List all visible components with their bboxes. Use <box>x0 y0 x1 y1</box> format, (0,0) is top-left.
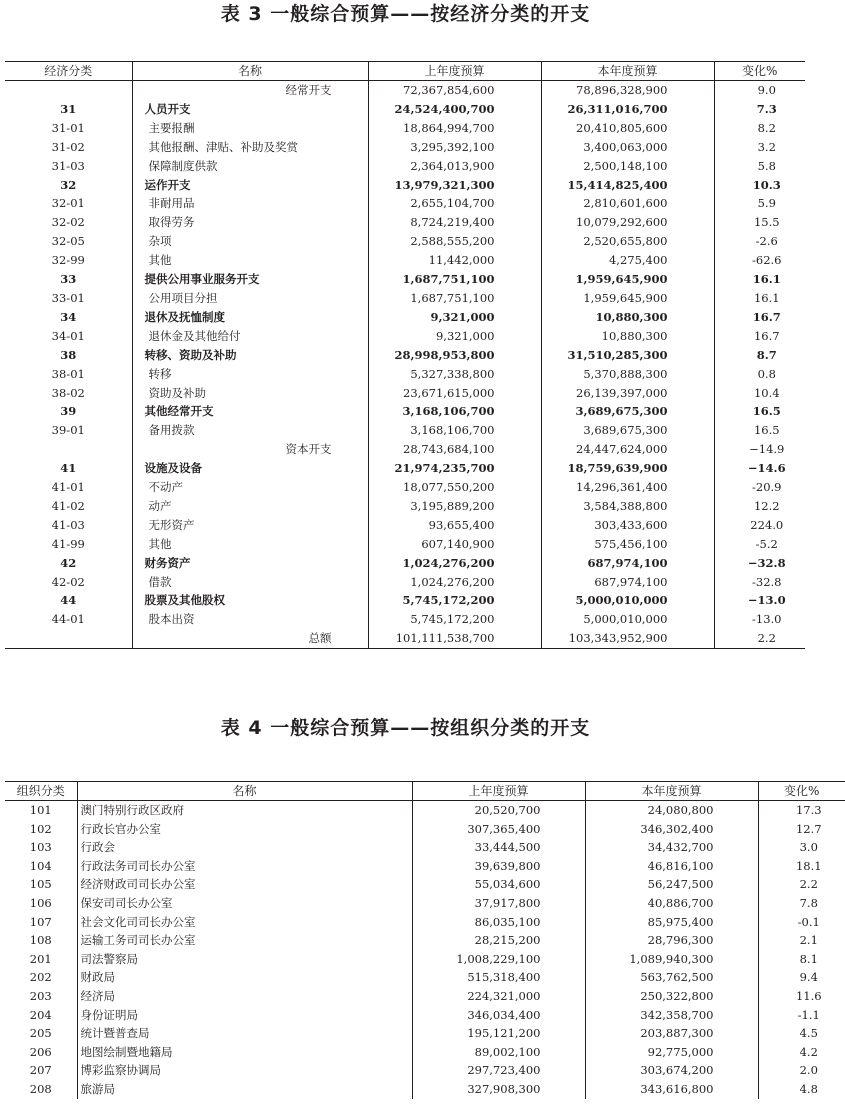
cell-curr-budget: 203,887,300 <box>585 1024 758 1043</box>
cell-name: 资本开支 <box>132 440 368 459</box>
cell-name: 其他 <box>132 251 368 270</box>
table-row <box>5 1080 845 1099</box>
cell-change: 2.1 <box>799 933 818 948</box>
cell-prev-budget: 1,024,276,200 <box>368 573 541 592</box>
cell-name: 保安司司长办公室 <box>77 894 412 913</box>
cell-curr-budget: 687,974,100 <box>541 573 714 592</box>
cell-code: 41-03 <box>5 516 132 535</box>
cell-change: 7.3 <box>756 101 777 116</box>
cell-code: 41-99 <box>5 535 132 554</box>
cell-curr-budget: 1,959,645,900 <box>541 270 714 289</box>
cell-name: 行政长官办公室 <box>77 820 412 839</box>
table-row <box>5 931 845 950</box>
cell-change: 16.5 <box>753 423 780 438</box>
cell-prev-budget: 224,321,000 <box>412 987 585 1006</box>
cell-curr-budget: 78,896,328,900 <box>541 81 714 100</box>
cell-curr-budget: 92,775,000 <box>585 1043 758 1062</box>
cell-prev-budget: 13,979,321,300 <box>368 176 541 195</box>
cell-prev-budget: 72,367,854,600 <box>368 81 541 100</box>
table-row <box>5 176 805 195</box>
cell-change: -2.6 <box>755 234 778 249</box>
cell-change: 5.8 <box>757 158 776 173</box>
cell-prev-budget: 307,365,400 <box>412 820 585 839</box>
cell-prev-budget: 55,034,600 <box>412 875 585 894</box>
table-row <box>5 138 805 157</box>
cell-change: 4.8 <box>799 1081 818 1096</box>
cell-curr-budget: 20,410,805,600 <box>541 119 714 138</box>
table-row <box>5 801 845 820</box>
cell-prev-budget: 39,639,800 <box>412 857 585 876</box>
table-row <box>5 308 805 327</box>
cell-curr-budget: 563,762,500 <box>585 968 758 987</box>
cell-code: 107 <box>5 913 77 932</box>
cell-change: 15.5 <box>753 215 780 230</box>
cell-code: 105 <box>5 875 77 894</box>
cell-curr-budget: 3,584,388,800 <box>541 497 714 516</box>
cell-curr-budget: 687,974,100 <box>541 554 714 573</box>
cell-name: 地图绘制暨地籍局 <box>77 1043 412 1062</box>
cell-curr-budget: 5,370,888,300 <box>541 365 714 384</box>
cell-prev-budget: 346,034,400 <box>412 1006 585 1025</box>
cell-code: 42 <box>5 554 132 573</box>
cell-code: 42-02 <box>5 573 132 592</box>
cell-change: 16.7 <box>752 309 781 324</box>
cell-change: 224.0 <box>750 517 784 532</box>
cell-name: 公用项目分担 <box>132 289 368 308</box>
cell-curr-budget: 1,089,940,300 <box>585 950 758 969</box>
cell-curr-budget: 34,432,700 <box>585 838 758 857</box>
cell-change: -5.2 <box>755 536 778 551</box>
cell-prev-budget: 607,140,900 <box>368 535 541 554</box>
cell-name: 其他报酬、津贴、补助及奖赏 <box>132 138 368 157</box>
cell-change: 0.8 <box>757 366 776 381</box>
cell-code: 34 <box>5 308 132 327</box>
table3-header-prev-budget: 上年度预算 <box>368 62 541 81</box>
cell-code: 203 <box>5 987 77 1006</box>
cell-prev-budget: 297,723,400 <box>412 1061 585 1080</box>
cell-name: 行政法务司司长办公室 <box>77 857 412 876</box>
cell-name: 不动产 <box>132 478 368 497</box>
table-row <box>5 554 805 573</box>
cell-prev-budget: 101,111,538,700 <box>368 629 541 648</box>
table-row <box>5 421 805 440</box>
cell-name: 退休及抚恤制度 <box>132 308 368 327</box>
table-row <box>5 213 805 232</box>
cell-curr-budget: 26,311,016,700 <box>541 100 714 119</box>
cell-change: -62.6 <box>752 253 782 268</box>
cell-curr-budget: 24,080,800 <box>585 801 758 820</box>
cell-curr-budget: 2,810,601,600 <box>541 194 714 213</box>
table-row <box>5 459 805 478</box>
table-row <box>5 251 805 270</box>
cell-prev-budget: 37,917,800 <box>412 894 585 913</box>
table-row <box>5 327 805 346</box>
cell-change: 17.3 <box>795 803 822 817</box>
cell-prev-budget: 3,168,106,700 <box>368 402 541 421</box>
cell-prev-budget: 33,444,500 <box>412 838 585 857</box>
table4-header-change: 变化% <box>758 782 845 801</box>
cell-code: 31 <box>5 100 132 119</box>
cell-prev-budget: 11,442,000 <box>368 251 541 270</box>
cell-code: 38-02 <box>5 384 132 403</box>
cell-curr-budget: 26,139,397,000 <box>541 384 714 403</box>
cell-code: 208 <box>5 1080 77 1099</box>
cell-code: 104 <box>5 857 77 876</box>
cell-change: 16.7 <box>753 328 780 343</box>
cell-change: 3.0 <box>799 840 818 855</box>
cell-code: 106 <box>5 894 77 913</box>
cell-name: 社会文化司司长办公室 <box>77 913 412 932</box>
table-row <box>5 289 805 308</box>
cell-name: 其他经常开支 <box>132 402 368 421</box>
table-row <box>5 516 805 535</box>
cell-prev-budget: 28,743,684,100 <box>368 440 541 459</box>
cell-curr-budget: 10,079,292,600 <box>541 213 714 232</box>
table-row <box>5 81 805 100</box>
cell-prev-budget: 9,321,000 <box>368 308 541 327</box>
cell-change: 12.7 <box>795 821 822 836</box>
cell-change: -20.9 <box>752 480 782 495</box>
table-row <box>5 610 805 629</box>
cell-name: 杂项 <box>132 232 368 251</box>
cell-curr-budget: 342,358,700 <box>585 1006 758 1025</box>
cell-curr-budget: 4,275,400 <box>541 251 714 270</box>
cell-curr-budget: 15,414,825,400 <box>541 176 714 195</box>
cell-curr-budget: 3,689,675,300 <box>541 421 714 440</box>
table-row <box>5 365 805 384</box>
cell-change: 4.2 <box>799 1044 818 1059</box>
cell-code: 41 <box>5 459 132 478</box>
table-row <box>5 950 845 969</box>
cell-curr-budget: 2,500,148,100 <box>541 157 714 176</box>
cell-prev-budget: 28,998,953,800 <box>368 346 541 365</box>
table-row <box>5 968 845 987</box>
table-row <box>5 497 805 516</box>
table-row <box>5 194 805 213</box>
cell-curr-budget: 18,759,639,900 <box>541 459 714 478</box>
cell-code: 201 <box>5 950 77 969</box>
cell-prev-budget: 23,671,615,000 <box>368 384 541 403</box>
cell-change: 12.2 <box>753 498 780 513</box>
cell-name: 取得劳务 <box>132 213 368 232</box>
cell-change: −13.0 <box>747 593 786 608</box>
cell-curr-budget: 1,959,645,900 <box>541 289 714 308</box>
cell-name: 运作开支 <box>132 176 368 195</box>
cell-code: 32-05 <box>5 232 132 251</box>
cell-code: 206 <box>5 1043 77 1062</box>
table-row <box>5 875 845 894</box>
cell-code: 38-01 <box>5 365 132 384</box>
cell-name: 保障制度供款 <box>132 157 368 176</box>
cell-name: 动产 <box>132 497 368 516</box>
cell-prev-budget: 327,908,300 <box>412 1080 585 1099</box>
cell-name: 资助及补助 <box>132 384 368 403</box>
cell-name: 经济财政司司长办公室 <box>77 875 412 894</box>
cell-code: 33 <box>5 270 132 289</box>
table-row <box>5 857 845 876</box>
cell-curr-budget: 46,816,100 <box>585 857 758 876</box>
cell-name: 财务资产 <box>132 554 368 573</box>
table-row <box>5 820 845 839</box>
cell-prev-budget: 1,687,751,100 <box>368 270 541 289</box>
cell-change: 5.9 <box>757 196 776 211</box>
table-row <box>5 402 805 421</box>
cell-curr-budget: 2,520,655,800 <box>541 232 714 251</box>
cell-change: −14.9 <box>749 442 785 457</box>
cell-prev-budget: 5,745,172,200 <box>368 610 541 629</box>
cell-code <box>5 81 132 100</box>
cell-change: 10.4 <box>753 385 780 400</box>
cell-curr-budget: 575,456,100 <box>541 535 714 554</box>
cell-change: 4.5 <box>799 1026 818 1041</box>
cell-prev-budget: 3,168,106,700 <box>368 421 541 440</box>
cell-prev-budget: 5,745,172,200 <box>368 591 541 610</box>
cell-prev-budget: 2,655,104,700 <box>368 194 541 213</box>
cell-prev-budget: 24,524,400,700 <box>368 100 541 119</box>
cell-code: 32-02 <box>5 213 132 232</box>
cell-change: 10.3 <box>752 177 781 192</box>
table-row <box>5 1024 845 1043</box>
table-row <box>5 270 805 289</box>
cell-prev-budget: 86,035,100 <box>412 913 585 932</box>
cell-change: 8.7 <box>756 347 777 362</box>
cell-name: 博彩监察协调局 <box>77 1061 412 1080</box>
cell-prev-budget: 2,364,013,900 <box>368 157 541 176</box>
cell-change: −32.8 <box>747 555 786 570</box>
cell-prev-budget: 20,520,700 <box>412 801 585 820</box>
cell-code: 32 <box>5 176 132 195</box>
cell-code: 44 <box>5 591 132 610</box>
cell-prev-budget: 2,588,555,200 <box>368 232 541 251</box>
cell-name: 人员开支 <box>132 100 368 119</box>
cell-change: 9.4 <box>799 970 818 985</box>
cell-change: -0.1 <box>797 914 820 929</box>
cell-name: 转移、资助及补助 <box>132 346 368 365</box>
cell-code: 32-99 <box>5 251 132 270</box>
cell-curr-budget: 85,975,400 <box>585 913 758 932</box>
cell-prev-budget: 18,864,994,700 <box>368 119 541 138</box>
cell-code <box>5 629 132 648</box>
cell-code: 31-03 <box>5 157 132 176</box>
cell-code: 31-02 <box>5 138 132 157</box>
cell-prev-budget: 8,724,219,400 <box>368 213 541 232</box>
cell-name: 其他 <box>132 535 368 554</box>
cell-name: 澳门特别行政区政府 <box>77 801 412 820</box>
cell-code: 38 <box>5 346 132 365</box>
cell-prev-budget: 21,974,235,700 <box>368 459 541 478</box>
cell-code: 33-01 <box>5 289 132 308</box>
table-row <box>5 1061 845 1080</box>
cell-prev-budget: 1,008,229,100 <box>412 950 585 969</box>
cell-code: 32-01 <box>5 194 132 213</box>
cell-code: 108 <box>5 931 77 950</box>
table-row <box>5 591 805 610</box>
table-row <box>5 119 805 138</box>
cell-prev-budget: 3,195,889,200 <box>368 497 541 516</box>
table4-header-curr-budget: 本年度预算 <box>585 782 758 801</box>
cell-change: -13.0 <box>752 612 782 627</box>
cell-name: 借款 <box>132 573 368 592</box>
cell-curr-budget: 103,343,952,900 <box>541 629 714 648</box>
cell-curr-budget: 303,674,200 <box>585 1061 758 1080</box>
table-row <box>5 346 805 365</box>
cell-name: 股票及其他股权 <box>132 591 368 610</box>
table-row <box>5 629 805 648</box>
cell-change: 2.2 <box>799 877 818 892</box>
cell-name: 司法警察局 <box>77 950 412 969</box>
cell-code: 41-01 <box>5 478 132 497</box>
cell-curr-budget: 14,296,361,400 <box>541 478 714 497</box>
table3-economic-classification <box>5 61 805 649</box>
cell-prev-budget: 9,321,000 <box>368 327 541 346</box>
cell-prev-budget: 195,121,200 <box>412 1024 585 1043</box>
table4-header-name: 名称 <box>77 782 412 801</box>
cell-change: 7.8 <box>799 895 818 910</box>
table-row <box>5 157 805 176</box>
table3-title: 表 3 一般综合预算——按经济分类的开支 <box>220 3 591 25</box>
table-row <box>5 100 805 119</box>
cell-change: 2.0 <box>799 1063 818 1078</box>
cell-curr-budget: 5,000,010,000 <box>541 591 714 610</box>
table4-title: 表 4 一般综合预算——按组织分类的开支 <box>220 717 591 739</box>
cell-change: 16.1 <box>753 290 780 305</box>
table4-header-prev-budget: 上年度预算 <box>412 782 585 801</box>
cell-prev-budget: 515,318,400 <box>412 968 585 987</box>
cell-name: 备用拨款 <box>132 421 368 440</box>
cell-curr-budget: 10,880,300 <box>541 308 714 327</box>
cell-change: 3.2 <box>757 139 776 154</box>
cell-name: 运输工务司司长办公室 <box>77 931 412 950</box>
cell-name: 经常开支 <box>132 81 368 100</box>
cell-code: 204 <box>5 1006 77 1025</box>
cell-code: 103 <box>5 838 77 857</box>
cell-name: 经济局 <box>77 987 412 1006</box>
cell-prev-budget: 93,655,400 <box>368 516 541 535</box>
cell-code: 101 <box>5 801 77 820</box>
cell-change: 16.1 <box>752 272 781 287</box>
table3-header-code: 经济分类 <box>5 62 132 81</box>
table3-body <box>5 81 805 649</box>
cell-name: 转移 <box>132 365 368 384</box>
cell-change: 18.1 <box>795 858 822 873</box>
table3-header-change: 变化% <box>714 62 805 81</box>
cell-code: 207 <box>5 1061 77 1080</box>
table3-header-curr-budget: 本年度预算 <box>541 62 714 81</box>
cell-prev-budget: 3,295,392,100 <box>368 138 541 157</box>
cell-name: 设施及设备 <box>132 459 368 478</box>
table4-header-code: 组织分类 <box>5 782 77 801</box>
cell-name: 非耐用品 <box>132 194 368 213</box>
cell-curr-budget: 303,433,600 <box>541 516 714 535</box>
table-row <box>5 987 845 1006</box>
cell-curr-budget: 28,796,300 <box>585 931 758 950</box>
cell-code: 202 <box>5 968 77 987</box>
cell-name: 财政局 <box>77 968 412 987</box>
cell-prev-budget: 89,002,100 <box>412 1043 585 1062</box>
cell-name: 提供公用事业服务开支 <box>132 270 368 289</box>
table-row <box>5 535 805 554</box>
table-row <box>5 1043 845 1062</box>
table-row <box>5 1006 845 1025</box>
cell-code: 34-01 <box>5 327 132 346</box>
cell-prev-budget: 1,687,751,100 <box>368 289 541 308</box>
cell-prev-budget: 1,024,276,200 <box>368 554 541 573</box>
cell-curr-budget: 56,247,500 <box>585 875 758 894</box>
cell-name: 旅游局 <box>77 1080 412 1099</box>
cell-code: 44-01 <box>5 610 132 629</box>
cell-prev-budget: 5,327,338,800 <box>368 365 541 384</box>
cell-code: 39-01 <box>5 421 132 440</box>
cell-name: 身份证明局 <box>77 1006 412 1025</box>
table-row <box>5 913 845 932</box>
cell-change: 16.5 <box>752 404 781 419</box>
cell-change: -32.8 <box>752 574 782 589</box>
cell-curr-budget: 3,689,675,300 <box>541 402 714 421</box>
cell-change: 9.0 <box>757 83 776 97</box>
cell-curr-budget: 346,302,400 <box>585 820 758 839</box>
cell-curr-budget: 40,886,700 <box>585 894 758 913</box>
cell-name: 行政会 <box>77 838 412 857</box>
table-row <box>5 838 845 857</box>
cell-prev-budget: 18,077,550,200 <box>368 478 541 497</box>
table-row <box>5 440 805 459</box>
cell-name: 退休金及其他给付 <box>132 327 368 346</box>
table-row <box>5 478 805 497</box>
cell-curr-budget: 250,322,800 <box>585 987 758 1006</box>
cell-curr-budget: 5,000,010,000 <box>541 610 714 629</box>
cell-name: 无形资产 <box>132 516 368 535</box>
cell-code: 41-02 <box>5 497 132 516</box>
cell-name: 统计暨普查局 <box>77 1024 412 1043</box>
cell-curr-budget: 24,447,624,000 <box>541 440 714 459</box>
cell-name: 总额 <box>132 629 368 648</box>
cell-change: 2.2 <box>757 631 776 646</box>
cell-code: 205 <box>5 1024 77 1043</box>
table3-header-name: 名称 <box>132 62 368 81</box>
cell-change: -1.1 <box>797 1007 820 1022</box>
cell-change: 8.1 <box>799 951 818 966</box>
table4-body <box>5 801 845 1099</box>
table4-header-row <box>5 782 845 801</box>
cell-curr-budget: 10,880,300 <box>541 327 714 346</box>
cell-curr-budget: 31,510,285,300 <box>541 346 714 365</box>
cell-code: 39 <box>5 402 132 421</box>
table3-header-row <box>5 62 805 81</box>
cell-code: 31-01 <box>5 119 132 138</box>
cell-prev-budget: 28,215,200 <box>412 931 585 950</box>
cell-name: 股本出资 <box>132 610 368 629</box>
cell-change: 8.2 <box>757 120 776 135</box>
cell-code: 102 <box>5 820 77 839</box>
table4-organizational-classification <box>5 781 845 1099</box>
table-row <box>5 232 805 251</box>
table-row <box>5 384 805 403</box>
table-row <box>5 573 805 592</box>
cell-code <box>5 440 132 459</box>
cell-name: 主要报酬 <box>132 119 368 138</box>
cell-change: 11.6 <box>795 988 822 1003</box>
cell-curr-budget: 343,616,800 <box>585 1080 758 1099</box>
cell-change: −14.6 <box>747 461 786 476</box>
table-row <box>5 894 845 913</box>
cell-curr-budget: 3,400,063,000 <box>541 138 714 157</box>
